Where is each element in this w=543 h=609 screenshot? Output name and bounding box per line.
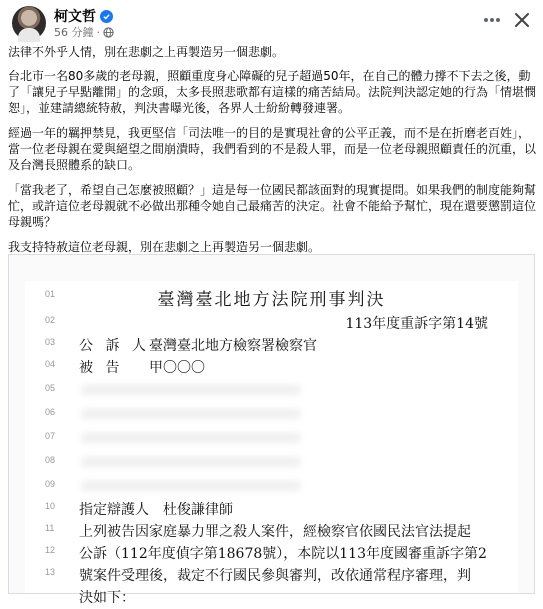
line-number: 07 [45, 431, 56, 441]
line-number: 08 [45, 455, 56, 465]
redacted-text [81, 457, 301, 467]
line-number: 09 [45, 479, 56, 489]
doc-line [25, 377, 518, 403]
meta-separator: · [96, 25, 100, 39]
doc-line [25, 449, 518, 475]
defendant-value: 甲〇〇〇 [149, 360, 205, 376]
redacted-text [81, 433, 301, 443]
close-icon[interactable] [510, 8, 534, 32]
line-number: 03 [45, 337, 56, 347]
post-paragraph: 法律不外乎人情，別在悲劇之上再製造另一個悲劇。 [8, 45, 285, 59]
line-number: 04 [45, 359, 56, 369]
more-options-icon[interactable] [480, 10, 504, 30]
post-paragraph: 經過一年的羈押禁見，我更堅信「司法唯一的目的是實現社會的公平正義，而不是在折磨老百姓」，當一位老母親在愛與絕望之間崩潰時，我們看到的不是殺人罪，而是一位老母親照顧責任的沉重，以及台灣長照體系的缺口。 [8, 126, 537, 172]
post-body [8, 44, 536, 264]
judgment-document [25, 281, 518, 606]
line-number: 12 [45, 545, 56, 555]
line-number: 11 [45, 523, 55, 533]
redacted-text [81, 385, 301, 395]
line-number: 10 [45, 501, 56, 511]
line-number: 01 [45, 289, 56, 299]
post-meta [54, 24, 114, 40]
post-image[interactable] [8, 254, 535, 606]
redacted-text [81, 409, 301, 419]
redacted-text [81, 481, 301, 491]
post-paragraph: 「當我老了，希望自己怎麼被照顧？」這是每一位國民都該面對的現實提問。如果我們的制度能夠幫忙，或許這位老母親就不必做出那種令她自己最痛苦的決定。社會不能給予幫忙，現在還要懲罰這位母親嗎？ [8, 183, 537, 229]
line-number: 05 [45, 383, 56, 393]
prosecutor-value: 臺灣臺北地方檢察署檢察官 [149, 338, 317, 354]
judgment-body-line: 號案件受理後，裁定不行國民參與審判，改依通常程序審理，判 [79, 568, 471, 584]
doc-line [25, 425, 518, 451]
doc-line [25, 353, 518, 379]
doc-line [25, 283, 518, 309]
line-number: 06 [45, 407, 56, 417]
post-timestamp[interactable]: 56 分鐘 [54, 26, 94, 39]
case-number: 113年度重訴字第14號 [345, 316, 488, 332]
author-name[interactable]: 柯文哲 [54, 9, 96, 25]
doc-line [25, 583, 518, 609]
defender-line: 指定辯護人 杜俊謙律師 [79, 502, 233, 518]
verified-badge-icon [100, 10, 113, 23]
author-name-row [54, 6, 113, 26]
post-header [0, 0, 543, 44]
judgment-body-line: 公訴（112年度偵字第18678號），本院以113年度國審重訴字第2 [79, 546, 487, 562]
judgment-body-line: 決如下： [79, 590, 135, 606]
line-number: 13 [45, 567, 56, 577]
post-paragraph: 我支持特赦這位老母親，別在悲劇之上再製造另一個悲劇。 [8, 240, 321, 254]
post-paragraph: 台北市一名80多歲的老母親，照顧重度身心障礙的兒子超過50年，在自己的體力撐不下去之後，動了「讓兒子早點離開」的念頭，太多長照悲歌都有這樣的痛苦結局。法院判決認定她的行為「情堪憫恕」，並建請總統特赦，判決書曝光後，各界人士紛紛轉發連署。 [8, 69, 537, 115]
globe-icon [103, 27, 114, 38]
author-avatar[interactable] [12, 6, 46, 40]
line-number: 02 [45, 315, 56, 325]
doc-line [25, 401, 518, 427]
judgment-body-line: 上列被告因家庭暴力罪之殺人案件，經檢察官依國民法官法提起 [79, 524, 471, 540]
court-title: 臺灣臺北地方法院刑事判決 [157, 290, 386, 310]
defendant-label: 被 告 [79, 360, 124, 376]
prosecutor-label: 公 訴 人 [79, 338, 150, 354]
